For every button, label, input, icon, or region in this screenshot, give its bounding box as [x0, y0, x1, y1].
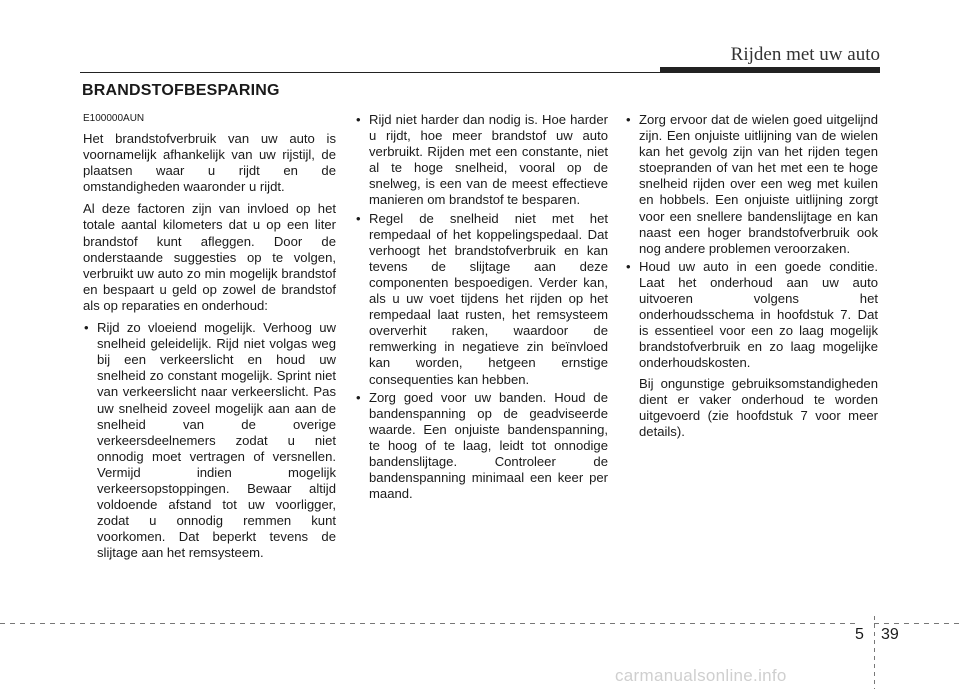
paragraph-factors: Al deze factoren zijn van invloed op het totale aantal kilometers dat u op een liter brandstof kunt afleggen. Door de onderstaande suggesties op te volgen, verbruikt uw auto zo min mogelijk brandstof en bespaart u geld op zowel de brandstof als op reparaties en onderhoud:	[83, 201, 336, 313]
page-number: 39	[881, 626, 899, 643]
column-1	[83, 112, 336, 563]
footer-rule	[0, 623, 860, 624]
section-title: BRANDSTOFBESPARING	[82, 82, 280, 99]
tips-list	[625, 112, 878, 372]
list-item: • Zorg goed voor uw banden. Houd de bandenspanning op de geadviseerde waarde. Een onjuiste bandenspanning, te hoog of te laag, leidt tot onnodige bandenslijtage. Controleer de bandenspanning minimaal een keer per maand.	[355, 390, 608, 503]
maintenance-note: Bij ongunstige gebruiksomstandigheden dient er vaker onderhoud te worden uitgevoerd (zie hoofdstuk 7 voor meer details).	[639, 375, 878, 439]
paragraph-intro: Het brandstofverbruik van uw auto is voornamelijk afhankelijk van uw rijstijl, de plaatsen waar u rijdt en de omstandigheden waaronder u rijdt.	[83, 131, 336, 195]
header-rule-bar	[660, 67, 880, 73]
list-item: • Houd uw auto in een goede conditie. Laat het onderhoud aan uw auto uitvoeren volgens het onderhoudsschema in hoofdstuk 7. Dat is essentieel voor een zo laag mogelijk brandstofverbruik en zo laag mogelijke onderhoudskosten.	[625, 259, 878, 372]
section-code: E100000AUN	[83, 113, 145, 124]
list-item: • Rijd niet harder dan nodig is. Hoe harder u rijdt, hoe meer brandstof uw auto verbruikt. Rijden met een constante, niet al te hoge snelheid, vooral op de snelweg, is een van de meest effectieve manieren om brandstof te besparen.	[355, 112, 608, 209]
column-2	[355, 112, 608, 504]
tips-list	[355, 112, 608, 502]
tips-list	[83, 320, 336, 561]
running-header: Rijden met uw auto	[730, 44, 880, 65]
chapter-number: 5	[855, 626, 864, 643]
list-item: • Zorg ervoor dat de wielen goed uitgelijnd zijn. Een onjuiste uitlijning van de wielen kan het gevolg zijn van het rijden tegen stoepranden of van het met een te hoge snelheid rijden over een weg met kuilen en hobbels. Een onjuiste uitlijning zorgt voor een snellere bandenslijtage en kan naast een hoger brandstofverbruik ook nog andere problemen veroorzaken.	[625, 112, 878, 257]
column-3	[625, 112, 878, 446]
watermark: carmanualsonline.info	[615, 666, 787, 685]
list-item: • Rijd zo vloeiend mogelijk. Verhoog uw snelheid geleidelijk. Rijd niet volgas weg bij een verkeerslicht en houd uw snelheid zo constant mogelijk. Sprint niet van verkeerslicht naar verkeerslicht. Pas uw snelheid zoveel mogelijk aan aan de snelheid van de overige verkeersdeelnemers zodat u niet onnodig moet vertragen of versnellen. Vermijd indien mogelijk verkeersopstoppingen. Bewaar altijd voldoende afstand tot uw voorligger, zodat u onnodig remmen kunt voorkomen. Dat beperkt tevens de slijtage aan het remsysteem.	[83, 320, 336, 561]
footer-divider	[874, 616, 875, 689]
list-item: • Regel de snelheid niet met het rempedaal of het koppelingspedaal. Dat verhoogt het brandstofverbruik en kan tevens de slijtage aan deze componenten bespoedigen. Verder kan, als u uw voet tijdens het rijden op het rempedaal laat rusten, het remsysteem oververhit raken, waardoor de remwerking in negatieve zin beïnvloed kan worden, hetgeen ernstige consequenties kan hebben.	[355, 211, 608, 388]
header-rule	[80, 72, 660, 73]
footer-rule-right	[874, 623, 960, 624]
